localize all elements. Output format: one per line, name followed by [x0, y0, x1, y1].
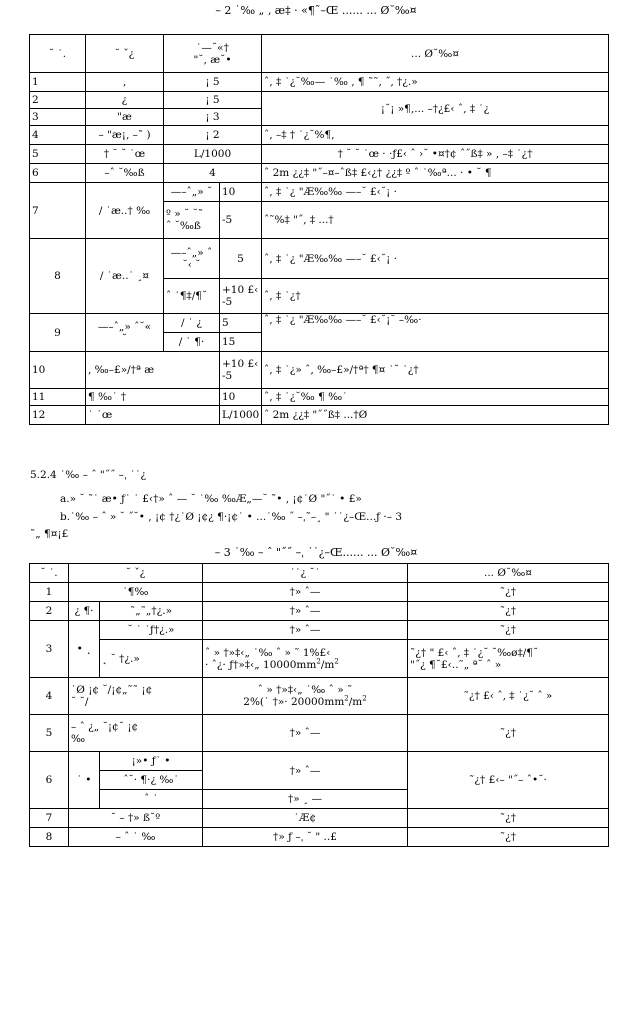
row-note: ˜¿†	[408, 715, 609, 752]
row-note: ˆ˜%‡ "˝‚ ‡ ...†	[262, 202, 609, 239]
row-item: – ˆ ˙ ‰	[69, 828, 203, 847]
paragraph-a: a.» ˘ ˜˙ æ• ƒ˙ ˙ £‹†» ˆ — ˘ ˙‰ ‰Æ„—˘ ˜• ‚ ¡¢˙Ø "˝˙ • £»	[60, 493, 362, 505]
table-header-row	[30, 564, 609, 583]
header-item: ˘ ˇ¿	[86, 35, 164, 73]
table1-caption: – 2 ˙‰ „ ‚ æ‡ · «¶˜–Œ ...... ... Ø˘‰¤	[215, 4, 417, 17]
table-row	[30, 640, 609, 678]
table-row	[30, 183, 609, 202]
row-group: ˙ •	[69, 752, 100, 809]
row-method	[203, 640, 408, 678]
row-note: ¡˘¡ »¶‚... –†¿£‹ ˆ‚ ‡ ˙¿	[262, 92, 609, 126]
row-no: 5	[30, 715, 69, 752]
row-method: †» ¸ —	[203, 790, 408, 809]
row-item: ¿	[86, 92, 164, 109]
row-note: † ˘ ˘ ˙œ · ·ƒ£‹ ˆ ›˘ •¤†¢ ˆ˝ß‡ » ‚ –‡ ˙¿†	[262, 145, 609, 164]
method-text: ˆ » †»‡‹„ ˙‰ ˆ » ˜ 2%(˙ †»· 20000mm	[243, 684, 353, 708]
row-method: †» ˆ—	[203, 752, 408, 790]
tolerance-table	[29, 34, 609, 425]
table-row	[30, 715, 609, 752]
table-row	[30, 314, 609, 333]
row-note: ˆ 2m ¿¿‡ "˝–¤–ˆß‡ £‹¿† ¿¿‡ º ˆ ˙‰ª... · • ˘ ¶	[262, 164, 609, 183]
row-value: ¡ 5	[164, 92, 262, 109]
row-value: L/1000	[164, 145, 262, 164]
header-note: ... Ø˘‰¤	[262, 35, 609, 73]
row-no: 3	[30, 621, 69, 678]
row-value: ¡ 3	[164, 109, 262, 126]
table-row	[30, 809, 609, 828]
row-value: 15	[220, 333, 262, 352]
row-item: – ˆ ¿„ ˘¡¢˘ ¡¢ ‰	[69, 715, 203, 752]
row-subitem: —–ˆ„» ˘	[164, 183, 220, 202]
method-text: ˆ » †»‡‹„ ˙‰ ˆ » ˜ 1%£‹ · ˆ¿· ƒ†»‡‹„ 10000mm	[205, 646, 331, 671]
row-no: 9	[30, 314, 86, 352]
table-row	[30, 602, 609, 621]
row-no: 6	[30, 164, 86, 183]
table-row	[30, 164, 609, 183]
section-heading: 5.2.4 ˙‰ – ˆ "˝˝ –ˌ ˙˙¿	[30, 469, 147, 481]
header-no: ˘ ˙.	[30, 35, 86, 73]
table-row	[30, 239, 609, 279]
row-note: ˆ‚ –‡ † ˙¿˘%¶‚	[262, 126, 609, 145]
row-item: ‚	[86, 73, 164, 92]
row-no: 12	[30, 406, 86, 425]
row-method: †» ˆ—	[203, 583, 408, 602]
row-note: ˜¿†	[408, 809, 609, 828]
row-note: ˜¿†	[408, 828, 609, 847]
inspection-table	[29, 563, 609, 847]
row-item: / ˙æ..˙ ¸¤	[86, 239, 164, 314]
row-item: ˙ ˙œ	[86, 406, 220, 425]
row-item: ‚ ‰–£»/†ª æ	[86, 352, 220, 389]
row-subitem: ˜„˜„†¿.»	[100, 602, 203, 621]
row-item: ¶ ‰˙ †	[86, 389, 220, 406]
row-subitem: —–ˆ„» ˆ ˘‹ ˘	[164, 239, 220, 279]
row-no: 7	[30, 183, 86, 239]
table-row	[30, 406, 609, 425]
row-no: 7	[30, 809, 69, 828]
row-item: – "æ¡‚ –˜ )	[86, 126, 164, 145]
row-note: ˆ‚ ‡ ˙¿˘‰— ˙‰ ‚ ¶ ˜˜‚ ˝‚ †¿.»	[262, 73, 609, 92]
row-no: 6	[30, 752, 69, 809]
unit-exponent: 2	[344, 694, 349, 703]
row-subitem: / ˙ ¿	[164, 314, 220, 333]
row-no: 2	[30, 92, 86, 109]
row-value: ¡ 2	[164, 126, 262, 145]
paragraph-b-continued: ˜„ ¶¤¡£	[30, 528, 69, 540]
table-row	[30, 678, 609, 715]
table-row	[30, 752, 609, 771]
header-no: ˘ ˙.	[30, 564, 69, 583]
row-subitem: ˆ˘· ¶·¿ ‰˙	[100, 771, 203, 790]
row-subitem: º » ˘ ˘˜ ˆ ˘‰ß	[164, 202, 220, 239]
row-method	[203, 678, 408, 715]
row-no: 8	[30, 828, 69, 847]
row-subitem: / ˙ ¶·	[164, 333, 220, 352]
row-note: ˆ 2m ¿¿‡ "˝˝ß‡ ...†Ø	[262, 406, 609, 425]
table-row	[30, 73, 609, 92]
header-method: ˙˙¿ ˘˙	[203, 564, 408, 583]
unit-text: /m	[320, 658, 335, 671]
table-row	[30, 126, 609, 145]
row-no: 3	[30, 109, 86, 126]
row-no: 5	[30, 145, 86, 164]
row-item: "æ	[86, 109, 164, 126]
row-value: 5	[220, 239, 262, 279]
row-no: 1	[30, 583, 69, 602]
row-value: 4	[164, 164, 262, 183]
row-note: ˆ‚ ‡ ˙¿ "Æ‰‰ —–˘ £‹˘¡ ·	[262, 239, 609, 279]
table-row	[30, 621, 609, 640]
table-row	[30, 583, 609, 602]
row-subitem: ˆ ˙	[100, 790, 203, 809]
row-value: +10 £‹ -5	[220, 352, 262, 389]
row-no: 8	[30, 239, 86, 314]
row-method: †» ˆ—	[203, 602, 408, 621]
row-no: 2	[30, 602, 69, 621]
unit-text: /m	[348, 696, 363, 708]
row-no: 10	[30, 352, 86, 389]
row-note: ˆ‚ ‡ ˙¿» ˆ‚ ‰–£»/†ª† ¶¤ ˙˘ ˙¿†	[262, 352, 609, 389]
row-method: †» ƒ –ˌ ˘ " ..£	[203, 828, 408, 847]
row-method: ˙Æ¢	[203, 809, 408, 828]
row-note: ˆ‚ ‡ ˙¿ "Æ‰‰ —–˘ £‹˘¡˘ –‰·	[262, 314, 609, 352]
header-value: ˙—˘«† "˘‚ æ˘•	[164, 35, 262, 73]
table-row	[30, 145, 609, 164]
row-item: —–ˆ„» ˆ˘« ˘	[86, 314, 164, 352]
paragraph-b: b.˙‰ – ˆ » ˘ ˝˘• ‚ ¡¢ †¿˙Ø ¡¢¿ ¶·¡¢˙ • ...˙‰ ˝ –ˌ˜–¸ " ˙˙¿–Œ...ƒ ·– 3	[60, 511, 403, 523]
row-note: ˜¿† £‹ ˆ‚ ‡ ˙¿˘ ˆ »	[408, 678, 609, 715]
unit-exponent: 2	[316, 657, 321, 665]
row-group: • ˛	[69, 621, 100, 678]
table-header-row	[30, 35, 609, 73]
table-row	[30, 352, 609, 389]
row-item: ˘ – †» ß˘º	[69, 809, 203, 828]
row-value: 10	[220, 183, 262, 202]
header-item: ˘ ˇ¿	[69, 564, 203, 583]
table-row	[30, 92, 609, 109]
row-no: 11	[30, 389, 86, 406]
row-note: ˆ‚ ‡ ˙¿˘‰ ¶ ‰˙	[262, 389, 609, 406]
row-item: † ˘ ˘ ˙œ	[86, 145, 164, 164]
row-item: ˙Ø ¡¢ ˘/¡¢„˜˜ ¡¢ ˘ ˘/	[69, 678, 203, 715]
row-subitem: ˘ ˙ ˙ƒ†¿.»	[100, 621, 203, 640]
header-note: ... Ø˘‰¤	[408, 564, 609, 583]
row-note: ˜¿†	[408, 621, 609, 640]
row-note: ˜¿† £‹– "˝– ˆ•˘·	[408, 752, 609, 809]
row-note: ˜¿†	[408, 583, 609, 602]
table-row	[30, 389, 609, 406]
unit-exponent: 2	[334, 657, 339, 665]
row-item: / ˙æ..† ‰	[86, 183, 164, 239]
row-note: ˆ‚ ‡ ˙¿ "Æ‰‰ —–˘ £‹˘¡ ·	[262, 183, 609, 202]
row-no: 1	[30, 73, 86, 92]
row-value: 10	[220, 389, 262, 406]
row-method: †» ˆ—	[203, 621, 408, 640]
row-note: ˜¿†	[408, 602, 609, 621]
row-subitem: ˆ ˙¶‡/¶˘	[164, 279, 220, 314]
row-note: ˆ‚ ‡ ˙¿†	[262, 279, 609, 314]
row-value: +10 £‹ -5	[220, 279, 262, 314]
row-value: 5	[220, 314, 262, 333]
row-no: 4	[30, 678, 69, 715]
table-row	[30, 828, 609, 847]
row-no: 4	[30, 126, 86, 145]
row-value: ¡ 5	[164, 73, 262, 92]
row-value: L/1000	[220, 406, 262, 425]
row-subitem: ¡»• ƒ˙ •	[100, 752, 203, 771]
row-method: †» ˆ—	[203, 715, 408, 752]
row-item: –ˆ ˘‰ß	[86, 164, 164, 183]
row-value: -5	[220, 202, 262, 239]
row-subitem: ˛ ˘ †¿.»	[100, 640, 203, 678]
row-item: ˙¶‰	[69, 583, 203, 602]
unit-exponent: 2	[362, 694, 367, 703]
table2-caption: – 3 ˙‰ – ˆ "˝˝ –ˌ ˙˙¿–Œ...... ... Ø˘‰¤	[214, 546, 418, 559]
row-group: ¿ ¶·	[69, 602, 100, 621]
row-note: ˜¿† " £‹ ˆ‚ ‡ ˙¿˘ ˘‰ø‡/¶˘ "˝¿ ¶˘£‹..˜„ ª˘ ˆ »	[408, 640, 609, 678]
